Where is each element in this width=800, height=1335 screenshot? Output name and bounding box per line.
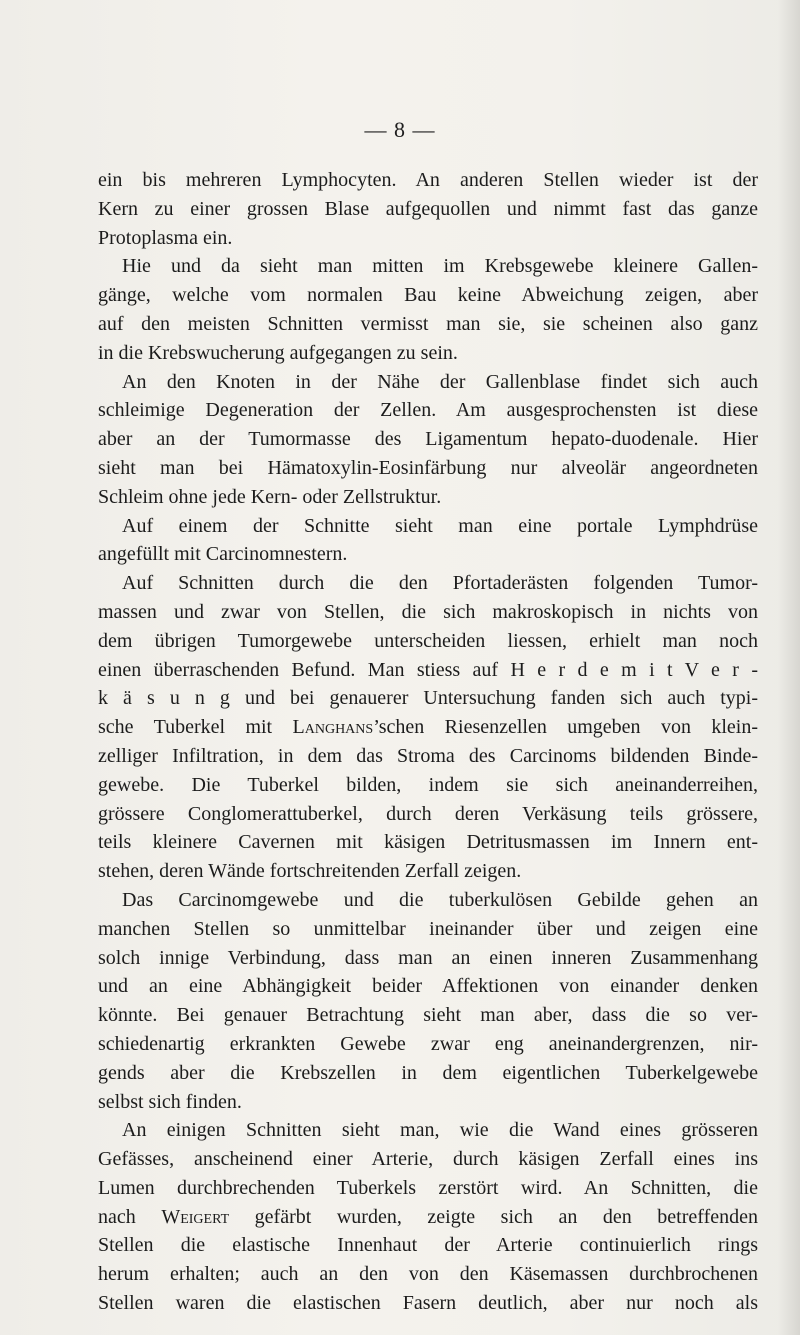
text-line: gänge, welche vom normalen Bau keine Abweichung zeigen, aber [98,284,758,307]
text-line: Hie und da sieht man mitten im Krebsgewebe kleinere Gallen- [122,255,758,278]
text-line: ein bis mehreren Lymphocyten. An anderen Stellen wieder ist der [98,169,758,191]
text-span: nach [98,1205,162,1228]
text-line: Kern zu einer grossen Blase aufgequollen und nimmt fast das ganze [98,197,758,220]
text-line: in die Krebswucherung aufgegangen zu sein. [98,341,458,364]
text-line [98,713,758,742]
text-line: und an eine Abhängigkeit beider Affektionen von einander denken [98,975,758,998]
text-line: angefüllt mit Carcinomnestern. [98,543,348,566]
text-line: stehen, deren Wände fortschreitenden Zerfall zeigen. [98,860,522,883]
page-edge-shadow [778,0,800,1335]
text-line [98,1203,758,1232]
text-line: Stellen waren die elastischen Fasern deutlich, aber nur noch als [98,1292,758,1315]
text-line: dem übrigen Tumorgewebe unterscheiden liessen, erhielt man noch [98,629,758,652]
text-line: auf den meisten Schnitten vermisst man sie, sie scheinen also ganz [98,312,758,335]
page-number: — 8 — [364,117,436,142]
small-caps-name: Weigert [161,1205,230,1228]
text-span: gefärbt wurden, zeigte sich an den betreffenden [229,1205,758,1228]
text-line: teils kleinere Cavernen mit käsigen Detritusmassen im Innern ent- [98,831,758,854]
text-line: Auf Schnitten durch die den Pfortaderästen folgenden Tumor- [122,572,758,595]
text-line: solch innige Verbindung, dass man an einen inneren Zusammenhang [98,946,758,969]
text-line: k ä s u n g und bei genauerer Untersuchung fanden sich auch typi- [98,687,758,710]
body-text [98,166,758,1318]
text-span: sche Tuberkel mit [98,716,293,739]
small-caps-name: Langhans [292,716,374,739]
text-span: ’schen Riesenzellen umgeben von klein- [373,716,758,739]
text-line: schleimige Degeneration der Zellen. Am ausgesprochensten ist diese [98,399,758,422]
text-line: An einigen Schnitten sieht man, wie die Wand eines grösseren [122,1119,758,1142]
text-line: einen überraschenden Befund. Man stiess auf H e r d e m i t V e r - [98,658,758,681]
text-line: sieht man bei Hämatoxylin-Eosinfärbung nur alveolär angeordneten [98,456,758,479]
text-line: herum erhalten; auch an den von den Käsemassen durchbrochenen [98,1263,758,1286]
text-line: zelliger Infiltration, in dem das Stroma des Carcinoms bildenden Binde- [98,744,758,767]
text-line: Lumen durchbrechenden Tuberkels zerstört wird. An Schnitten, die [98,1176,758,1199]
text-line: Stellen die elastische Innenhaut der Arterie continuierlich rings [98,1234,758,1257]
text-line: manchen Stellen so unmittelbar ineinander über und zeigen eine [98,917,758,940]
text-line: grössere Conglomerattuberkel, durch deren Verkäsung teils grössere, [98,802,758,825]
text-line: gends aber die Krebszellen in dem eigentlichen Tuberkelgewebe [98,1061,758,1084]
text-line: Protoplasma ein. [98,226,233,249]
text-line: Schleim ohne jede Kern- oder Zellstruktur. [98,485,442,508]
text-line: gewebe. Die Tuberkel bilden, indem sie sich aneinanderreihen, [98,773,758,796]
text-line: könnte. Bei genauer Betrachtung sieht man aber, dass die so ver- [98,1004,758,1027]
text-line: Auf einem der Schnitte sieht man eine portale Lymphdrüse [122,514,758,537]
text-line: selbst sich finden. [98,1090,242,1113]
text-line: Das Carcinomgewebe und die tuberkulösen Gebilde gehen an [122,888,758,911]
text-line: aber an der Tumormasse des Ligamentum hepato-duodenale. Hier [98,428,758,451]
text-line: An den Knoten in der Nähe der Gallenblase findet sich auch [122,370,758,393]
text-line: schiedenartig erkrankten Gewebe zwar eng aneinandergrenzen, nir- [98,1032,758,1055]
text-line: Gefässes, anscheinend einer Arterie, durch käsigen Zerfall eines ins [98,1148,758,1171]
text-line: massen und zwar von Stellen, die sich makroskopisch in nichts von [98,600,758,623]
